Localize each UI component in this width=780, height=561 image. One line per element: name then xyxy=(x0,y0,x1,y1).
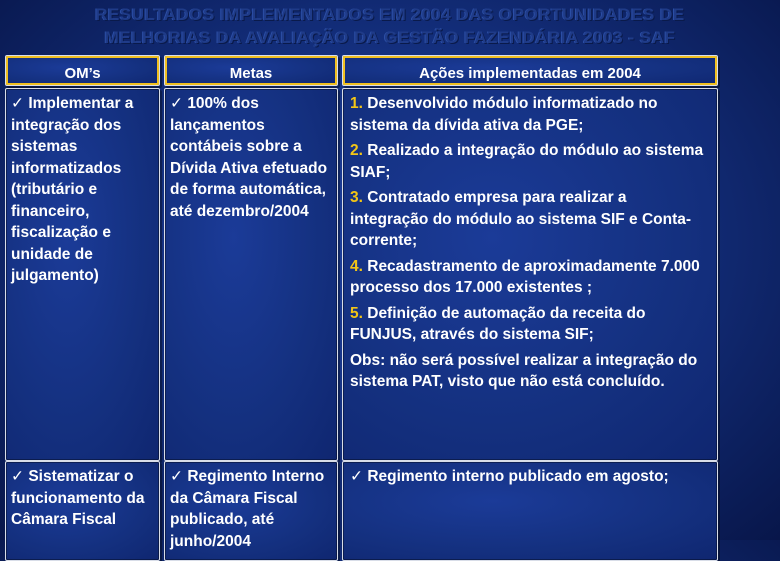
row1-om-cell xyxy=(5,88,160,461)
slide-title-line-1: RESULTADOS IMPLEMENTADOS EM 2004 DAS OPORTUNIDADES DE xyxy=(95,5,685,24)
acao-item-5 xyxy=(350,303,709,346)
acao-obs: Obs: não será possível realizar a integração do sistema PAT, visto que não está concluído. xyxy=(350,351,698,390)
header-oms xyxy=(5,55,160,86)
row2-acoes-cell xyxy=(342,461,718,561)
row2-acoes-text: Regimento interno publicado em agosto; xyxy=(367,468,669,485)
check-icon: ✓ xyxy=(350,467,363,485)
header-oms-label: OM’s xyxy=(64,65,101,82)
row1-acoes-cell xyxy=(342,88,718,461)
acao-num: 1. xyxy=(350,95,363,112)
header-metas xyxy=(164,55,338,86)
acao-num: 3. xyxy=(350,189,363,206)
acao-item-3 xyxy=(350,187,709,252)
slide-title-line-2: MELHORIAS DA AVALIAÇÃO DA GESTÃO FAZENDÁRIA 2003 - SAF xyxy=(104,28,676,47)
acao-item-2 xyxy=(350,140,709,183)
acao-text: Recadastramento de aproximadamente 7.000 processo dos 17.000 existentes ; xyxy=(350,257,700,296)
header-acoes xyxy=(342,55,718,86)
row2-om-cell xyxy=(5,461,160,561)
row2-acoes xyxy=(343,462,717,488)
row1-acoes xyxy=(343,89,717,393)
acao-text: Realizado a integração do módulo ao sistema SIAF; xyxy=(350,142,704,181)
acao-text: Desenvolvido módulo informatizado no sistema da dívida ativa da PGE; xyxy=(350,95,658,134)
row2-om-text: Sistematizar o funcionamento da Câmara Fiscal xyxy=(11,468,145,528)
acao-item-1 xyxy=(350,93,709,136)
acao-text: Contratado empresa para realizar a integração do módulo ao sistema SIF e Conta-corrente; xyxy=(350,189,692,249)
check-icon: ✓ xyxy=(11,467,24,485)
row1-meta xyxy=(165,89,337,222)
acao-num: 2. xyxy=(350,142,363,159)
row1-meta-text: 100% dos lançamentos contábeis sobre a Dívida Ativa efetuado de forma automática, até dezembro/2004 xyxy=(170,95,328,220)
row2-meta-text: Regimento Interno da Câmara Fiscal publicado, até junho/2004 xyxy=(170,468,325,550)
check-icon: ✓ xyxy=(170,467,183,485)
row2-om xyxy=(6,462,159,531)
acao-text: Definição de automação da receita do FUNJUS, através do sistema SIF; xyxy=(350,304,646,343)
acao-num: 5. xyxy=(350,304,363,322)
row1-om xyxy=(6,89,159,287)
header-metas-label: Metas xyxy=(229,65,273,82)
row2-meta xyxy=(165,462,337,552)
row1-meta-cell xyxy=(164,88,338,461)
row1-om-text: Implementar a integração dos sistemas informatizados (tributário e financeiro, fiscalização e unidade de julgamento) xyxy=(11,95,134,284)
header-acoes-label: Ações implementadas em 2004 xyxy=(419,65,641,82)
acao-item-4 xyxy=(350,256,709,299)
check-icon: ✓ xyxy=(11,94,24,112)
row2-meta-cell xyxy=(164,461,338,561)
check-icon: ✓ xyxy=(170,94,183,112)
acao-num: 4. xyxy=(350,257,363,275)
